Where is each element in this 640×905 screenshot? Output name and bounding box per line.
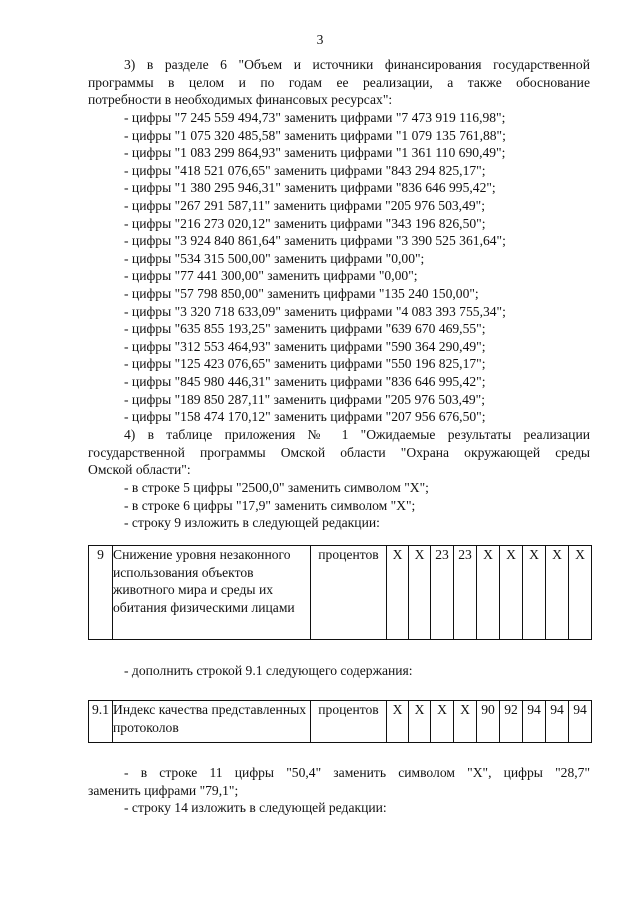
section-intro-line: потребности в необходимых финансовых ресурсах": xyxy=(88,92,393,108)
list-item: - цифры "7 245 559 494,73" заменить цифрами "7 473 919 116,98"; xyxy=(124,110,506,125)
list-item: - цифры "216 273 020,12" заменить цифрами "343 196 826,50"; xyxy=(124,215,486,231)
list-item: - цифры "189 850 287,11" заменить цифрами "205 976 503,49"; xyxy=(124,391,485,407)
list-item: - цифры "125 423 076,65" заменить цифрами "550 196 825,17"; xyxy=(124,356,486,372)
add-row-text xyxy=(88,662,590,680)
row14-text xyxy=(88,799,590,817)
list-item: - в строке 5 цифры "2500,0" заменить символом "Х"; xyxy=(124,480,429,495)
list-item: - дополнить строкой 9.1 следующего содержания: xyxy=(124,663,413,678)
list-item: - цифры "845 980 446,31" заменить цифрами "836 646 995,42"; xyxy=(124,373,486,389)
table-steps xyxy=(88,479,590,532)
value-cell: 94 xyxy=(569,701,592,743)
section-intro-line: 3) в разделе 6 "Объем и источники финансирования государственной xyxy=(124,57,590,72)
page-number: 3 xyxy=(316,32,324,47)
section-intro-line: программы в целом и по годам ее реализации, а также обоснование xyxy=(88,74,590,90)
value-cell: 23 xyxy=(431,546,454,640)
table-row-9 xyxy=(88,545,592,640)
row-number: 9 xyxy=(89,546,113,640)
value-cell: Х xyxy=(387,546,409,640)
list-item: - цифры "1 380 295 946,31" заменить цифрами "836 646 995,42"; xyxy=(124,180,496,196)
row11-text xyxy=(88,764,590,799)
value-cell: Х xyxy=(523,546,546,640)
list-item: - цифры "267 291 587,11" заменить цифрами "205 976 503,49"; xyxy=(124,197,485,213)
list-item: - цифры "3 320 718 633,09" заменить цифрами "4 083 393 755,34"; xyxy=(124,303,506,319)
value-cell: Х xyxy=(454,701,477,743)
list-item: - строку 14 изложить в следующей редакции: xyxy=(124,800,387,815)
table-intro-line: государственной программы Омской области "Охрана окружающей среды xyxy=(88,444,590,460)
row11-line: - в строке 11 цифры "50,4" заменить символом "Х", цифры "28,7" xyxy=(124,765,590,780)
indicator-name: Индекс качества представленных протоколов xyxy=(113,701,311,743)
value-cell: 94 xyxy=(546,701,569,743)
indicator-name: Снижение уровня незаконного использования объектов животного мира и среды их обитания физическими лицами xyxy=(113,546,311,640)
list-item: - цифры "77 441 300,00" заменить цифрами "0,00"; xyxy=(124,268,418,284)
unit: процентов xyxy=(311,701,387,743)
table-intro xyxy=(88,426,590,479)
list-item: - строку 9 изложить в следующей редакции: xyxy=(124,515,380,531)
list-item: - цифры "1 075 320 485,58" заменить цифрами "1 079 135 761,88"; xyxy=(124,127,506,143)
value-cell: Х xyxy=(477,546,500,640)
row11-line: заменить цифрами "79,1"; xyxy=(88,782,239,798)
list-item: - цифры "1 083 299 864,93" заменить цифрами "1 361 110 690,49"; xyxy=(124,145,506,161)
value-cell: Х xyxy=(409,701,431,743)
row-number: 9.1 xyxy=(89,701,113,743)
table-intro-line: Омской области": xyxy=(88,462,191,478)
value-cell: Х xyxy=(409,546,431,640)
value-cell: Х xyxy=(500,546,523,640)
list-item: - цифры "418 521 076,65" заменить цифрами "843 294 825,17"; xyxy=(124,162,486,178)
value-cell: 23 xyxy=(454,546,477,640)
unit: процентов xyxy=(311,546,387,640)
list-item: - цифры "534 315 500,00" заменить цифрами "0,00"; xyxy=(124,250,425,266)
value-cell: 90 xyxy=(477,701,500,743)
section-intro xyxy=(88,56,590,109)
list-item: - в строке 6 цифры "17,9" заменить символом "Х"; xyxy=(124,497,416,513)
value-cell: Х xyxy=(431,701,454,743)
table-intro-line: 4) в таблице приложения № 1 "Ожидаемые результаты реализации xyxy=(124,427,590,442)
value-cell: Х xyxy=(569,546,592,640)
list-item: - цифры "312 553 464,93" заменить цифрами "590 364 290,49"; xyxy=(124,338,486,354)
value-cell: 94 xyxy=(523,701,546,743)
replacement-list xyxy=(88,109,590,426)
value-cell: Х xyxy=(546,546,569,640)
value-cell: 92 xyxy=(500,701,523,743)
value-cell: Х xyxy=(387,701,409,743)
list-item: - цифры "3 924 840 861,64" заменить цифрами "3 390 525 361,64"; xyxy=(124,233,506,249)
list-item: - цифры "158 474 170,12" заменить цифрами "207 956 676,50"; xyxy=(124,409,486,425)
list-item: - цифры "635 855 193,25" заменить цифрами "639 670 469,55"; xyxy=(124,321,486,337)
list-item: - цифры "57 798 850,00" заменить цифрами "135 240 150,00"; xyxy=(124,285,479,301)
table-row-9-1 xyxy=(88,700,592,743)
